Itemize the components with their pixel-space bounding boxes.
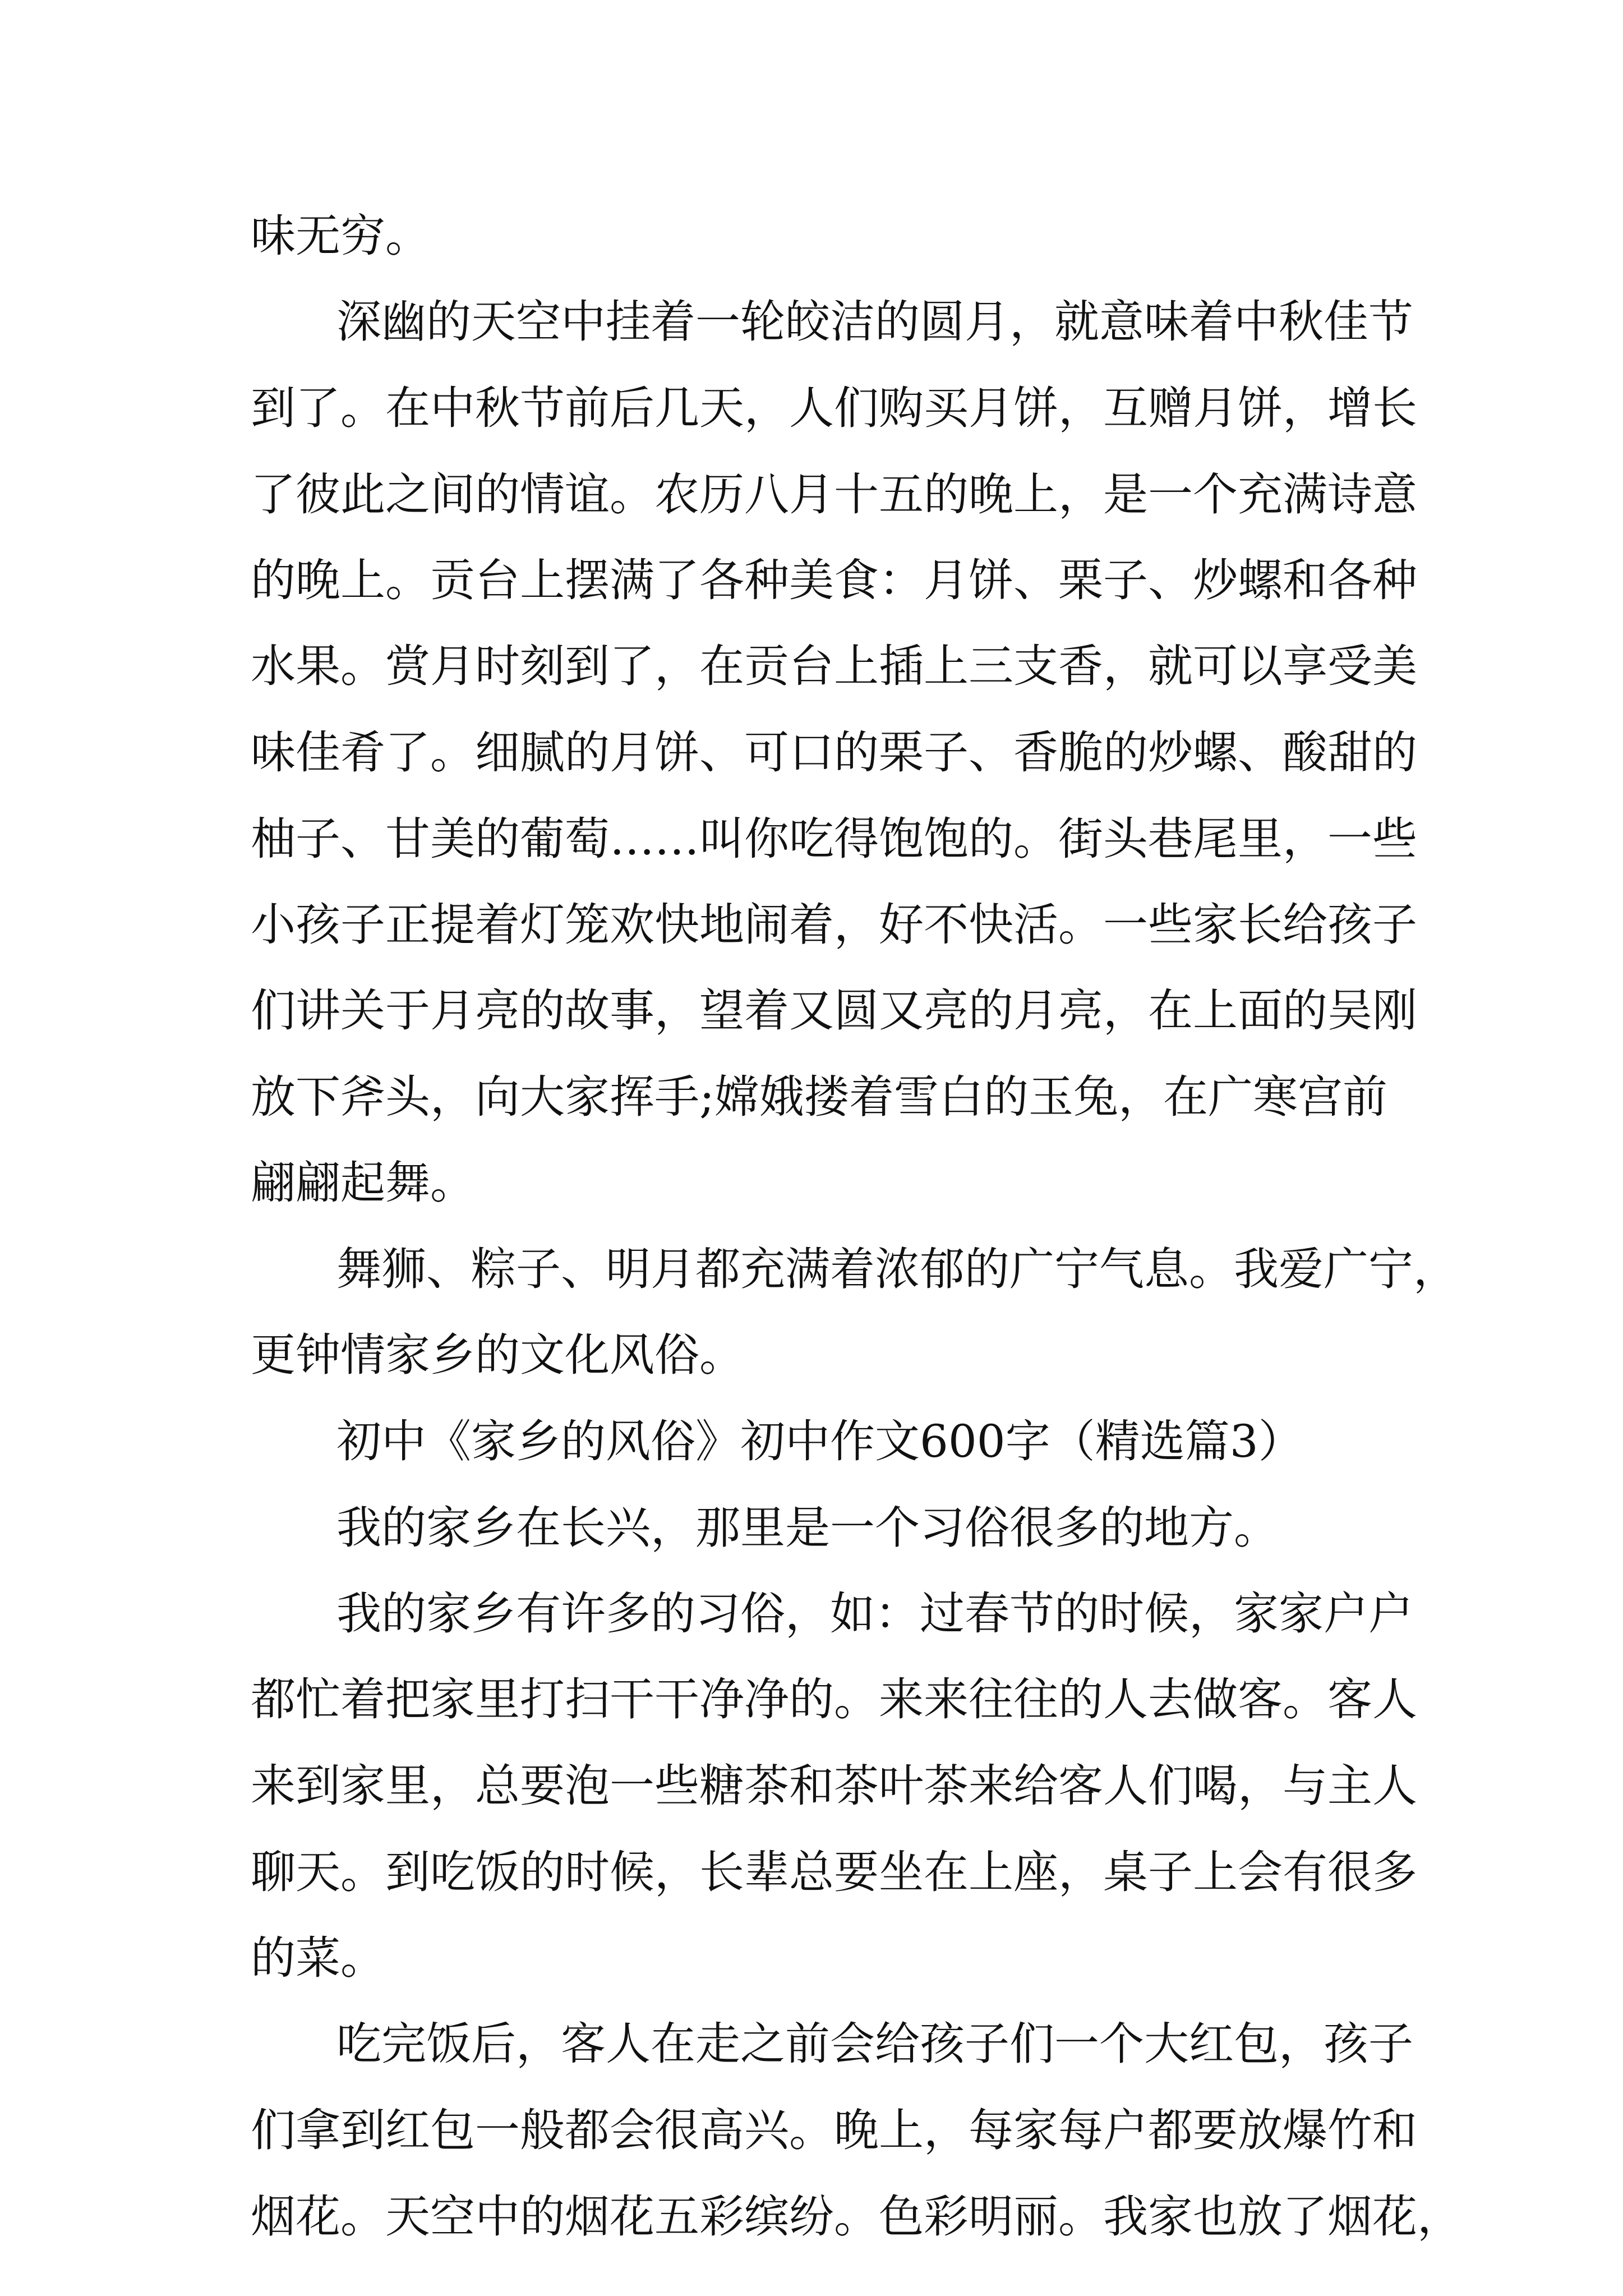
- paragraph-line: 舞狮、粽子、明月都充满着浓郁的广宁气息。我爱广宁，: [336, 1243, 1458, 1295]
- paragraph-line: 的晚上。贡台上摆满了各种美食：月饼、栗子、炒螺和各种: [251, 554, 1417, 606]
- paragraph-line: 烟花。天空中的烟花五彩缤纷。色彩明丽。我家也放了烟花，: [251, 2191, 1462, 2243]
- paragraph-line: 聊天。到吃饭的时候，长辈总要坐在上座，桌子上会有很多: [251, 1846, 1417, 1898]
- paragraph-line: 柚子、甘美的葡萄……叫你吃得饱饱的。街头巷尾里，一些: [251, 813, 1417, 865]
- paragraph-line: 更钟情家乡的文化风俗。: [251, 1329, 744, 1381]
- paragraph-line: 到了。在中秋节前后几天，人们购买月饼，互赠月饼，增长: [251, 382, 1417, 434]
- section-heading: 初中《家乡的风俗》初中作文600字（精选篇3）: [336, 1415, 1303, 1467]
- paragraph-line: 味无穷。: [251, 210, 430, 262]
- paragraph-line: 吃完饭后，客人在走之前会给孩子们一个大红包，孩子: [336, 2018, 1413, 2070]
- paragraph-line: 翩翩起舞。: [251, 1157, 475, 1209]
- paragraph-line: 放下斧头，向大家挥手;嫦娥搂着雪白的玉兔，在广寒宫前: [251, 1071, 1387, 1123]
- paragraph-line: 我的家乡在长兴，那里是一个习俗很多的地方。: [336, 1502, 1279, 1554]
- paragraph-line: 们讲关于月亮的故事，望着又圆又亮的月亮，在上面的吴刚: [251, 984, 1417, 1037]
- paragraph-line: 的菜。: [251, 1932, 385, 1984]
- paragraph-line: 都忙着把家里打扫干干净净的。来来往往的人去做客。客人: [251, 1673, 1417, 1726]
- paragraph-line: 小孩子正提着灯笼欢快地闹着，好不快活。一些家长给孩子: [251, 899, 1417, 951]
- paragraph-line: 了彼此之间的情谊。农历八月十五的晚上，是一个充满诗意: [251, 468, 1417, 521]
- paragraph-line: 来到家里，总要泡一些糖茶和茶叶茶来给客人们喝，与主人: [251, 1760, 1417, 1812]
- paragraph-line: 我的家乡有许多的习俗，如：过春节的时候，家家户户: [336, 1588, 1413, 1640]
- paragraph-line: 深幽的天空中挂着一轮皎洁的圆月，就意味着中秋佳节: [336, 296, 1413, 348]
- paragraph-line: 们拿到红包一般都会很高兴。晚上，每家每户都要放爆竹和: [251, 2104, 1417, 2156]
- paragraph-line: 水果。赏月时刻到了，在贡台上插上三支香，就可以享受美: [251, 640, 1417, 692]
- paragraph-line: 味佳肴了。细腻的月饼、可口的栗子、香脆的炒螺、酸甜的: [251, 726, 1417, 779]
